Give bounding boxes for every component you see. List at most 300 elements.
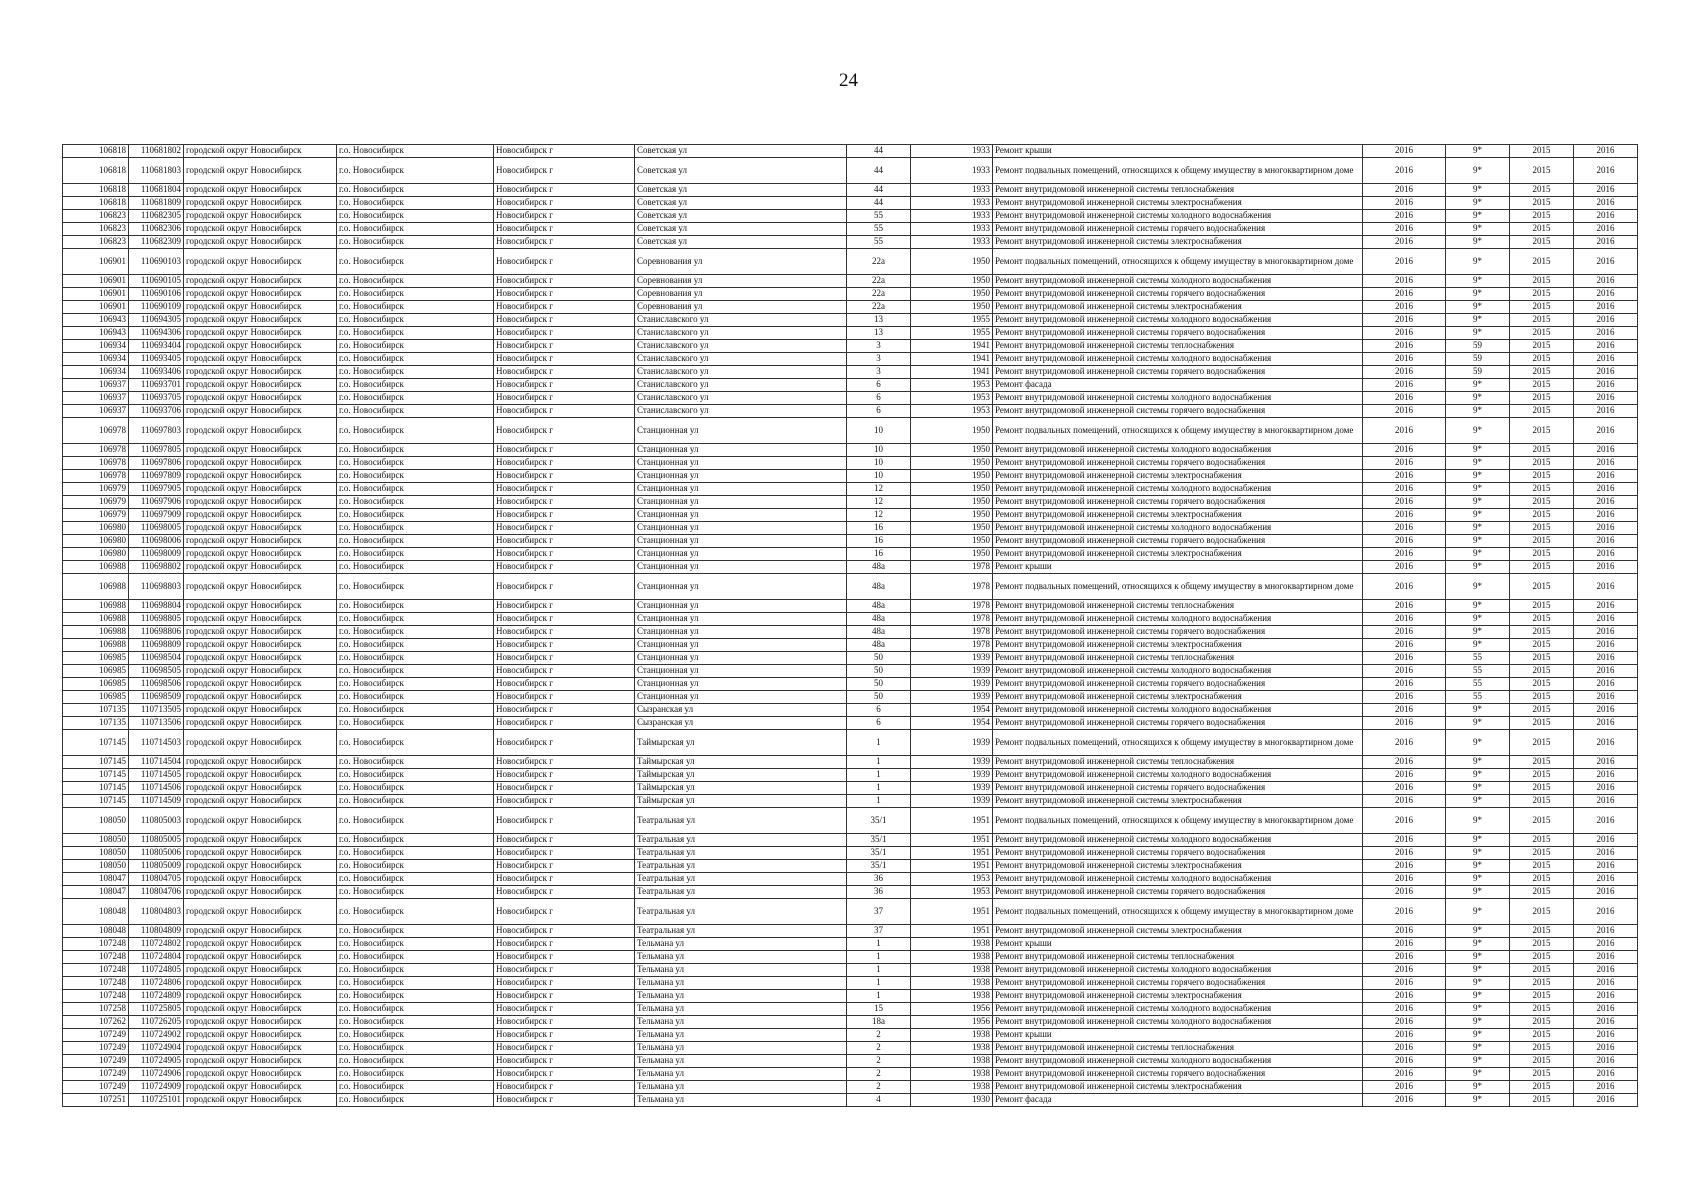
table-row: [63, 444, 1638, 457]
param-cell: 9*: [1446, 639, 1510, 652]
build-year-cell: 1939: [911, 665, 993, 678]
table-row: [63, 483, 1638, 496]
param-cell: 9*: [1446, 938, 1510, 951]
element-id-cell: 110697905: [129, 483, 184, 496]
plan-year-cell: 2016: [1363, 860, 1446, 873]
plan-year-cell: 2016: [1363, 782, 1446, 795]
work-type-cell: Ремонт внутридомовой инженерной системы холодного водоснабжения: [993, 1016, 1363, 1029]
city-cell: Новосибирск г: [494, 236, 635, 249]
house-number-cell: 13: [847, 327, 911, 340]
work-type-cell: Ремонт внутридомовой инженерной системы холодного водоснабжения: [993, 873, 1363, 886]
city-cell: Новосибирск г: [494, 1068, 635, 1081]
table-row: [63, 704, 1638, 717]
municipality-cell: городской округ Новосибирск: [184, 795, 337, 808]
param-cell: 9*: [1446, 795, 1510, 808]
house-id-cell: 107249: [63, 1042, 129, 1055]
build-year-cell: 1938: [911, 990, 993, 1003]
start-year-cell: 2015: [1510, 639, 1574, 652]
table-row: [63, 1016, 1638, 1029]
district-cell: г.о. Новосибирск: [337, 639, 494, 652]
work-type-cell: Ремонт внутридомовой инженерной системы горячего водоснабжения: [993, 288, 1363, 301]
end-year-cell: 2016: [1574, 496, 1638, 509]
element-id-cell: 110698806: [129, 626, 184, 639]
param-cell: 9*: [1446, 184, 1510, 197]
house-id-cell: 106818: [63, 197, 129, 210]
param-cell: 9*: [1446, 847, 1510, 860]
municipality-cell: городской округ Новосибирск: [184, 392, 337, 405]
city-cell: Новосибирск г: [494, 613, 635, 626]
street-cell: Театральная ул: [635, 808, 847, 834]
district-cell: г.о. Новосибирск: [337, 509, 494, 522]
district-cell: г.о. Новосибирск: [337, 353, 494, 366]
municipality-cell: городской округ Новосибирск: [184, 340, 337, 353]
build-year-cell: 1954: [911, 704, 993, 717]
city-cell: Новосибирск г: [494, 795, 635, 808]
municipality-cell: городской округ Новосибирск: [184, 457, 337, 470]
element-id-cell: 110713506: [129, 717, 184, 730]
table-row: [63, 990, 1638, 1003]
element-id-cell: 110724905: [129, 1055, 184, 1068]
build-year-cell: 1950: [911, 548, 993, 561]
district-cell: г.о. Новосибирск: [337, 808, 494, 834]
param-cell: 9*: [1446, 860, 1510, 873]
house-number-cell: 18а: [847, 1016, 911, 1029]
table-row: [63, 834, 1638, 847]
plan-year-cell: 2016: [1363, 197, 1446, 210]
municipality-cell: городской округ Новосибирск: [184, 964, 337, 977]
city-cell: Новосибирск г: [494, 327, 635, 340]
city-cell: Новосибирск г: [494, 990, 635, 1003]
work-type-cell: Ремонт внутридомовой инженерной системы горячего водоснабжения: [993, 977, 1363, 990]
municipality-cell: городской округ Новосибирск: [184, 626, 337, 639]
param-cell: 9*: [1446, 275, 1510, 288]
start-year-cell: 2015: [1510, 860, 1574, 873]
end-year-cell: 2016: [1574, 860, 1638, 873]
table-row: [63, 730, 1638, 756]
build-year-cell: 1950: [911, 249, 993, 275]
table-row: [63, 665, 1638, 678]
work-type-cell: Ремонт фасада: [993, 1094, 1363, 1107]
city-cell: Новосибирск г: [494, 366, 635, 379]
work-type-cell: Ремонт подвальных помещений, относящихся к общему имуществу в многоквартирном доме: [993, 418, 1363, 444]
street-cell: Таймырская ул: [635, 756, 847, 769]
param-cell: 9*: [1446, 704, 1510, 717]
city-cell: Новосибирск г: [494, 522, 635, 535]
municipality-cell: городской округ Новосибирск: [184, 1055, 337, 1068]
table-row: [63, 1042, 1638, 1055]
house-id-cell: 106979: [63, 509, 129, 522]
district-cell: г.о. Новосибирск: [337, 704, 494, 717]
city-cell: Новосибирск г: [494, 886, 635, 899]
street-cell: Соревнования ул: [635, 301, 847, 314]
district-cell: г.о. Новосибирск: [337, 249, 494, 275]
street-cell: Соревнования ул: [635, 249, 847, 275]
work-type-cell: Ремонт внутридомовой инженерной системы электроснабжения: [993, 691, 1363, 704]
plan-year-cell: 2016: [1363, 886, 1446, 899]
param-cell: 55: [1446, 665, 1510, 678]
element-id-cell: 110724906: [129, 1068, 184, 1081]
start-year-cell: 2015: [1510, 236, 1574, 249]
work-type-cell: Ремонт внутридомовой инженерной системы холодного водоснабжения: [993, 210, 1363, 223]
element-id-cell: 110714505: [129, 769, 184, 782]
build-year-cell: 1938: [911, 938, 993, 951]
param-cell: 9*: [1446, 1029, 1510, 1042]
build-year-cell: 1951: [911, 860, 993, 873]
param-cell: 9*: [1446, 444, 1510, 457]
district-cell: г.о. Новосибирск: [337, 405, 494, 418]
house-id-cell: 106988: [63, 561, 129, 574]
house-id-cell: 106980: [63, 535, 129, 548]
start-year-cell: 2015: [1510, 509, 1574, 522]
city-cell: Новосибирск г: [494, 470, 635, 483]
work-type-cell: Ремонт внутридомовой инженерной системы электроснабжения: [993, 301, 1363, 314]
district-cell: г.о. Новосибирск: [337, 470, 494, 483]
house-id-cell: 106985: [63, 665, 129, 678]
house-id-cell: 107145: [63, 795, 129, 808]
work-type-cell: Ремонт крыши: [993, 1029, 1363, 1042]
plan-year-cell: 2016: [1363, 795, 1446, 808]
table-row: [63, 392, 1638, 405]
build-year-cell: 1951: [911, 834, 993, 847]
build-year-cell: 1950: [911, 535, 993, 548]
district-cell: г.о. Новосибирск: [337, 301, 494, 314]
element-id-cell: 110724809: [129, 990, 184, 1003]
element-id-cell: 110681803: [129, 158, 184, 184]
plan-year-cell: 2016: [1363, 938, 1446, 951]
start-year-cell: 2015: [1510, 691, 1574, 704]
municipality-cell: городской округ Новосибирск: [184, 561, 337, 574]
street-cell: Театральная ул: [635, 899, 847, 925]
start-year-cell: 2015: [1510, 626, 1574, 639]
work-type-cell: Ремонт внутридомовой инженерной системы горячего водоснабжения: [993, 626, 1363, 639]
table-row: [63, 457, 1638, 470]
start-year-cell: 2015: [1510, 990, 1574, 1003]
table-row: [63, 405, 1638, 418]
build-year-cell: 1978: [911, 613, 993, 626]
end-year-cell: 2016: [1574, 795, 1638, 808]
city-cell: Новосибирск г: [494, 717, 635, 730]
end-year-cell: 2016: [1574, 353, 1638, 366]
city-cell: Новосибирск г: [494, 574, 635, 600]
house-id-cell: 106818: [63, 145, 129, 158]
municipality-cell: городской округ Новосибирск: [184, 418, 337, 444]
house-number-cell: 48а: [847, 574, 911, 600]
element-id-cell: 110697906: [129, 496, 184, 509]
start-year-cell: 2015: [1510, 769, 1574, 782]
table-row: [63, 275, 1638, 288]
end-year-cell: 2016: [1574, 704, 1638, 717]
element-id-cell: 110693706: [129, 405, 184, 418]
work-type-cell: Ремонт внутридомовой инженерной системы горячего водоснабжения: [993, 717, 1363, 730]
work-type-cell: Ремонт внутридомовой инженерной системы горячего водоснабжения: [993, 847, 1363, 860]
district-cell: г.о. Новосибирск: [337, 886, 494, 899]
house-id-cell: 108048: [63, 899, 129, 925]
build-year-cell: 1939: [911, 756, 993, 769]
build-year-cell: 1938: [911, 1068, 993, 1081]
build-year-cell: 1939: [911, 730, 993, 756]
municipality-cell: городской округ Новосибирск: [184, 860, 337, 873]
build-year-cell: 1950: [911, 288, 993, 301]
district-cell: г.о. Новосибирск: [337, 327, 494, 340]
build-year-cell: 1978: [911, 639, 993, 652]
district-cell: г.о. Новосибирск: [337, 1094, 494, 1107]
start-year-cell: 2015: [1510, 314, 1574, 327]
city-cell: Новосибирск г: [494, 925, 635, 938]
city-cell: Новосибирск г: [494, 1029, 635, 1042]
build-year-cell: 1941: [911, 353, 993, 366]
table-row: [63, 691, 1638, 704]
end-year-cell: 2016: [1574, 314, 1638, 327]
build-year-cell: 1941: [911, 366, 993, 379]
plan-year-cell: 2016: [1363, 834, 1446, 847]
plan-year-cell: 2016: [1363, 366, 1446, 379]
district-cell: г.о. Новосибирск: [337, 977, 494, 990]
repair-schedule-table: [62, 144, 1638, 1107]
municipality-cell: городской округ Новосибирск: [184, 1068, 337, 1081]
house-id-cell: 107145: [63, 730, 129, 756]
element-id-cell: 110697805: [129, 444, 184, 457]
street-cell: Соревнования ул: [635, 288, 847, 301]
table-row: [63, 561, 1638, 574]
table-row: [63, 899, 1638, 925]
start-year-cell: 2015: [1510, 886, 1574, 899]
municipality-cell: городской округ Новосибирск: [184, 548, 337, 561]
municipality-cell: городской округ Новосибирск: [184, 925, 337, 938]
district-cell: г.о. Новосибирск: [337, 223, 494, 236]
element-id-cell: 110804803: [129, 899, 184, 925]
house-number-cell: 48а: [847, 613, 911, 626]
municipality-cell: городской округ Новосибирск: [184, 275, 337, 288]
municipality-cell: городской округ Новосибирск: [184, 574, 337, 600]
city-cell: Новосибирск г: [494, 496, 635, 509]
end-year-cell: 2016: [1574, 444, 1638, 457]
city-cell: Новосибирск г: [494, 899, 635, 925]
element-id-cell: 110697806: [129, 457, 184, 470]
end-year-cell: 2016: [1574, 951, 1638, 964]
plan-year-cell: 2016: [1363, 353, 1446, 366]
street-cell: Тельмана ул: [635, 1042, 847, 1055]
city-cell: Новосибирск г: [494, 509, 635, 522]
work-type-cell: Ремонт внутридомовой инженерной системы электроснабжения: [993, 860, 1363, 873]
house-id-cell: 106937: [63, 405, 129, 418]
end-year-cell: 2016: [1574, 1042, 1638, 1055]
start-year-cell: 2015: [1510, 756, 1574, 769]
street-cell: Театральная ул: [635, 886, 847, 899]
city-cell: Новосибирск г: [494, 639, 635, 652]
table-row: [63, 860, 1638, 873]
plan-year-cell: 2016: [1363, 990, 1446, 1003]
district-cell: г.о. Новосибирск: [337, 522, 494, 535]
end-year-cell: 2016: [1574, 145, 1638, 158]
element-id-cell: 110724904: [129, 1042, 184, 1055]
work-type-cell: Ремонт внутридомовой инженерной системы электроснабжения: [993, 470, 1363, 483]
street-cell: Станиславского ул: [635, 405, 847, 418]
end-year-cell: 2016: [1574, 886, 1638, 899]
plan-year-cell: 2016: [1363, 405, 1446, 418]
table-row: [63, 626, 1638, 639]
municipality-cell: городской округ Новосибирск: [184, 951, 337, 964]
end-year-cell: 2016: [1574, 925, 1638, 938]
end-year-cell: 2016: [1574, 535, 1638, 548]
municipality-cell: городской округ Новосибирск: [184, 158, 337, 184]
plan-year-cell: 2016: [1363, 145, 1446, 158]
house-id-cell: 106978: [63, 470, 129, 483]
district-cell: г.о. Новосибирск: [337, 158, 494, 184]
build-year-cell: 1933: [911, 236, 993, 249]
build-year-cell: 1950: [911, 275, 993, 288]
plan-year-cell: 2016: [1363, 925, 1446, 938]
work-type-cell: Ремонт внутридомовой инженерной системы теплоснабжения: [993, 1042, 1363, 1055]
end-year-cell: 2016: [1574, 418, 1638, 444]
element-id-cell: 110725805: [129, 1003, 184, 1016]
build-year-cell: 1954: [911, 717, 993, 730]
table-row: [63, 236, 1638, 249]
end-year-cell: 2016: [1574, 782, 1638, 795]
build-year-cell: 1939: [911, 678, 993, 691]
street-cell: Станционная ул: [635, 626, 847, 639]
table-row: [63, 925, 1638, 938]
element-id-cell: 110714504: [129, 756, 184, 769]
end-year-cell: 2016: [1574, 691, 1638, 704]
work-type-cell: Ремонт внутридомовой инженерной системы горячего водоснабжения: [993, 327, 1363, 340]
end-year-cell: 2016: [1574, 301, 1638, 314]
element-id-cell: 110804809: [129, 925, 184, 938]
street-cell: Театральная ул: [635, 925, 847, 938]
start-year-cell: 2015: [1510, 496, 1574, 509]
table-row: [63, 145, 1638, 158]
element-id-cell: 110694305: [129, 314, 184, 327]
work-type-cell: Ремонт внутридомовой инженерной системы горячего водоснабжения: [993, 678, 1363, 691]
table-row: [63, 756, 1638, 769]
house-number-cell: 1: [847, 769, 911, 782]
end-year-cell: 2016: [1574, 457, 1638, 470]
build-year-cell: 1939: [911, 691, 993, 704]
municipality-cell: городской округ Новосибирск: [184, 483, 337, 496]
work-type-cell: Ремонт внутридомовой инженерной системы теплоснабжения: [993, 652, 1363, 665]
param-cell: 59: [1446, 340, 1510, 353]
house-number-cell: 50: [847, 691, 911, 704]
plan-year-cell: 2016: [1363, 626, 1446, 639]
street-cell: Тельмана ул: [635, 990, 847, 1003]
param-cell: 9*: [1446, 496, 1510, 509]
house-id-cell: 106823: [63, 223, 129, 236]
city-cell: Новосибирск г: [494, 145, 635, 158]
district-cell: г.о. Новосибирск: [337, 730, 494, 756]
house-number-cell: 22а: [847, 275, 911, 288]
param-cell: 9*: [1446, 1016, 1510, 1029]
district-cell: г.о. Новосибирск: [337, 496, 494, 509]
municipality-cell: городской округ Новосибирск: [184, 938, 337, 951]
param-cell: 9*: [1446, 613, 1510, 626]
work-type-cell: Ремонт внутридомовой инженерной системы холодного водоснабжения: [993, 1003, 1363, 1016]
district-cell: г.о. Новосибирск: [337, 236, 494, 249]
param-cell: 9*: [1446, 1068, 1510, 1081]
table-row: [63, 847, 1638, 860]
house-id-cell: 106934: [63, 353, 129, 366]
work-type-cell: Ремонт подвальных помещений, относящихся к общему имуществу в многоквартирном доме: [993, 574, 1363, 600]
house-id-cell: 106979: [63, 483, 129, 496]
element-id-cell: 110690105: [129, 275, 184, 288]
house-number-cell: 36: [847, 886, 911, 899]
work-type-cell: Ремонт внутридомовой инженерной системы горячего водоснабжения: [993, 496, 1363, 509]
plan-year-cell: 2016: [1363, 574, 1446, 600]
plan-year-cell: 2016: [1363, 249, 1446, 275]
work-type-cell: Ремонт крыши: [993, 938, 1363, 951]
house-number-cell: 50: [847, 652, 911, 665]
param-cell: 9*: [1446, 210, 1510, 223]
build-year-cell: 1978: [911, 561, 993, 574]
build-year-cell: 1950: [911, 509, 993, 522]
district-cell: г.о. Новосибирск: [337, 769, 494, 782]
house-number-cell: 48а: [847, 561, 911, 574]
plan-year-cell: 2016: [1363, 548, 1446, 561]
start-year-cell: 2015: [1510, 808, 1574, 834]
element-id-cell: 110690103: [129, 249, 184, 275]
district-cell: г.о. Новосибирск: [337, 1042, 494, 1055]
end-year-cell: 2016: [1574, 665, 1638, 678]
work-type-cell: Ремонт подвальных помещений, относящихся к общему имуществу в многоквартирном доме: [993, 158, 1363, 184]
param-cell: 9*: [1446, 470, 1510, 483]
element-id-cell: 110693701: [129, 379, 184, 392]
street-cell: Станционная ул: [635, 418, 847, 444]
house-number-cell: 10: [847, 418, 911, 444]
plan-year-cell: 2016: [1363, 873, 1446, 886]
work-type-cell: Ремонт внутридомовой инженерной системы теплоснабжения: [993, 340, 1363, 353]
district-cell: г.о. Новосибирск: [337, 717, 494, 730]
work-type-cell: Ремонт внутридомовой инженерной системы теплоснабжения: [993, 184, 1363, 197]
street-cell: Таймырская ул: [635, 782, 847, 795]
param-cell: 9*: [1446, 925, 1510, 938]
city-cell: Новосибирск г: [494, 379, 635, 392]
street-cell: Тельмана ул: [635, 964, 847, 977]
start-year-cell: 2015: [1510, 925, 1574, 938]
build-year-cell: 1938: [911, 977, 993, 990]
element-id-cell: 110724806: [129, 977, 184, 990]
district-cell: г.о. Новосибирск: [337, 795, 494, 808]
param-cell: 9*: [1446, 899, 1510, 925]
plan-year-cell: 2016: [1363, 418, 1446, 444]
plan-year-cell: 2016: [1363, 496, 1446, 509]
param-cell: 9*: [1446, 951, 1510, 964]
end-year-cell: 2016: [1574, 717, 1638, 730]
house-number-cell: 44: [847, 184, 911, 197]
build-year-cell: 1938: [911, 1055, 993, 1068]
work-type-cell: Ремонт внутридомовой инженерной системы горячего водоснабжения: [993, 405, 1363, 418]
street-cell: Тельмана ул: [635, 1068, 847, 1081]
city-cell: Новосибирск г: [494, 834, 635, 847]
start-year-cell: 2015: [1510, 704, 1574, 717]
work-type-cell: Ремонт внутридомовой инженерной системы теплоснабжения: [993, 600, 1363, 613]
district-cell: г.о. Новосибирск: [337, 366, 494, 379]
house-id-cell: 107249: [63, 1081, 129, 1094]
end-year-cell: 2016: [1574, 834, 1638, 847]
element-id-cell: 110698009: [129, 548, 184, 561]
param-cell: 9*: [1446, 158, 1510, 184]
street-cell: Станционная ул: [635, 522, 847, 535]
end-year-cell: 2016: [1574, 808, 1638, 834]
start-year-cell: 2015: [1510, 483, 1574, 496]
city-cell: Новосибирск г: [494, 704, 635, 717]
city-cell: Новосибирск г: [494, 158, 635, 184]
start-year-cell: 2015: [1510, 600, 1574, 613]
table-row: [63, 1003, 1638, 1016]
house-number-cell: 16: [847, 522, 911, 535]
district-cell: г.о. Новосибирск: [337, 834, 494, 847]
end-year-cell: 2016: [1574, 600, 1638, 613]
house-id-cell: 106988: [63, 600, 129, 613]
param-cell: 9*: [1446, 197, 1510, 210]
build-year-cell: 1938: [911, 1029, 993, 1042]
